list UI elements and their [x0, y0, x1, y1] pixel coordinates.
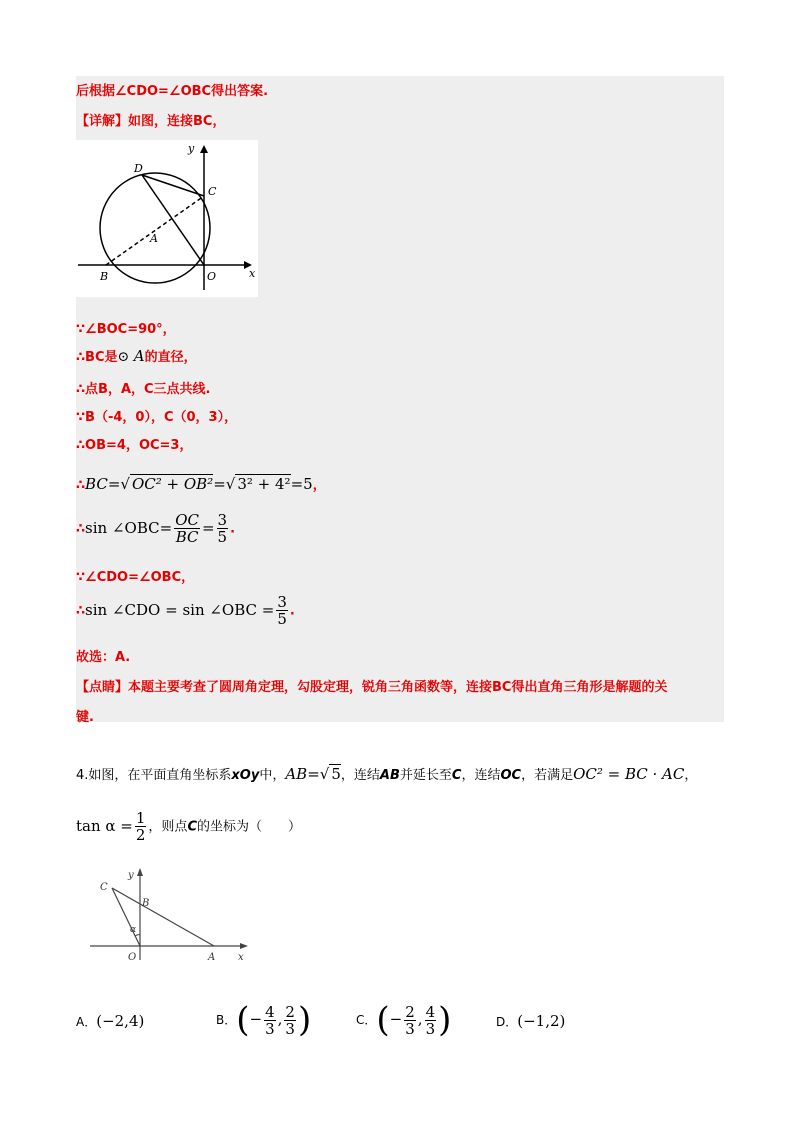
solution-step-2: ∴BC是⊙ A的直径，: [76, 347, 197, 365]
solution-step-7: ∴sin ∠OBC= $\frac{OC}{BC}$ = $\frac{3}{5}$ .: [76, 511, 236, 546]
segment-DC: [142, 175, 204, 196]
label-y: y: [128, 870, 134, 881]
solution-comment-line-1: 【点睛】本题主要考查了圆周角定理，勾股定理，锐角三角函数等，连接BC得出直角三角形是解题的关: [76, 680, 668, 695]
solution-step-5: ∴OB=4，OC=3，: [76, 438, 193, 453]
label-O: O: [128, 952, 137, 962]
solution-step-9: ∴sin ∠CDO = sin ∠OBC = $\frac{3}{5}$ .: [76, 593, 295, 628]
fraction-oc-bc: $\frac{OC}{BC}$: [175, 511, 199, 546]
segment-CA: [112, 888, 214, 946]
label-B: B: [100, 270, 109, 283]
label-D: D: [134, 162, 143, 175]
solution-step-6: ∴BC=√ OC² + OB²=√ 3² + 4²=5，: [76, 475, 326, 493]
circle-figure: [76, 140, 258, 297]
fraction-3-5-final: $\frac{3}{5}$: [277, 593, 287, 628]
y-axis-arrow: [137, 868, 143, 876]
label-x: x: [249, 267, 256, 280]
label-y: y: [188, 142, 195, 155]
segment-CO: [112, 888, 140, 946]
segment-BC-dashed: [106, 196, 204, 265]
question-4-line-1: 4.如图，在平面直角坐标系xOy中，AB=√ 5，连结AB并延长至C，连结OC，若满足OC² = BC · AC，: [76, 765, 698, 783]
solution-step-8: ∵∠CDO=∠OBC，: [76, 570, 195, 585]
circle-symbol: ⊙: [117, 349, 130, 365]
solution-detail-heading: 【详解】如图，连接BC，: [76, 114, 226, 129]
circle-A: [100, 173, 210, 283]
fraction-1-2: $\frac{1}{2}$: [135, 809, 146, 844]
fraction-3-5: $\frac{3}{5}$: [217, 511, 228, 546]
segment-DO: [142, 175, 204, 265]
option-b[interactable]: B．(− $\frac{4}{3}$ , $\frac{2}{3}$ ): [216, 1000, 312, 1040]
solution-answer: 故选：A.: [76, 650, 131, 665]
triangle-figure: [88, 866, 258, 962]
label-C: C: [100, 882, 108, 893]
label-A: A: [208, 952, 216, 962]
circle-figure-svg: [76, 140, 258, 297]
question-4-line-2: tan α = $\frac{1}{2}$ ，则点C的坐标为（ ）: [76, 809, 301, 844]
label-C: C: [208, 185, 217, 198]
option-d[interactable]: D．(−1,2): [496, 1012, 566, 1030]
solution-step-4: ∵B（-4，0），C（0，3），: [76, 410, 238, 425]
label-B: B: [142, 898, 150, 909]
solution-step-3: ∴点B，A，C三点共线.: [76, 382, 211, 397]
triangle-figure-svg: [88, 866, 258, 962]
option-a[interactable]: A．(−2,4): [76, 1012, 145, 1030]
y-axis-arrow: [200, 145, 208, 153]
solution-comment-line-2: 键.: [76, 710, 94, 725]
label-O: O: [207, 270, 217, 283]
label-A: A: [150, 232, 158, 245]
solution-hint-line: 后根据∠CDO=∠OBC得出答案.: [76, 84, 269, 99]
solution-step-1: ∵∠BOC=90°，: [76, 322, 176, 337]
x-axis-arrow: [240, 943, 248, 949]
label-alpha: α: [130, 925, 137, 935]
label-x: x: [238, 952, 244, 962]
option-c[interactable]: C．(− $\frac{2}{3}$ , $\frac{4}{3}$ ): [356, 1000, 452, 1040]
